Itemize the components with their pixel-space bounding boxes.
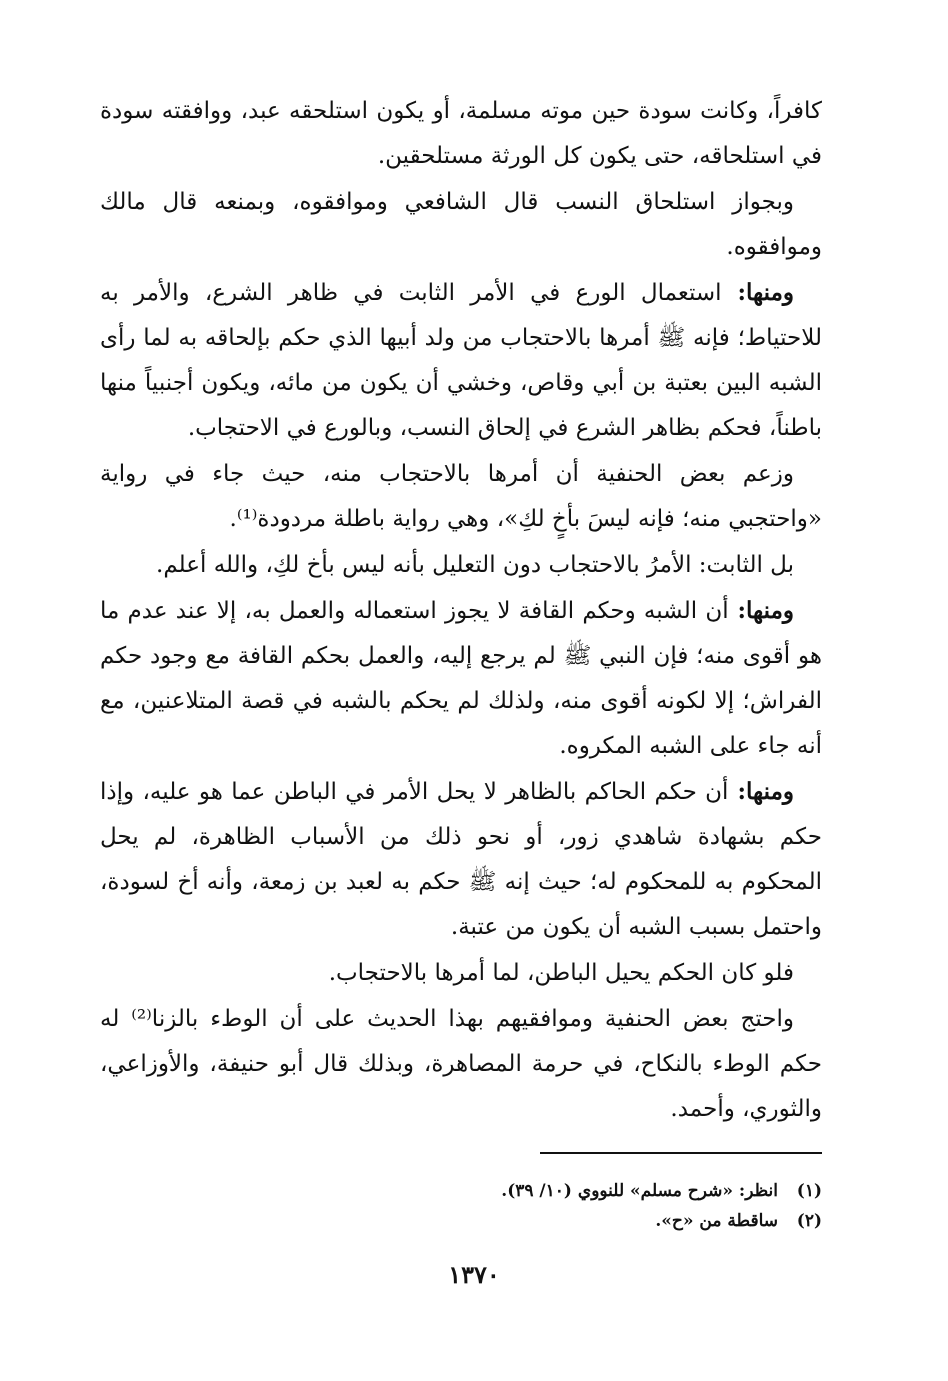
paragraph-9: واحتج بعض الحنفية وموافقيهم بهذا الحديث على أن الوطء بالزنا⁽²⁾ له حكم الوطء بالنكاح، في حرمة المصاهرة، وبذلك قال أبو حنيفة، والأوزاعي، والثوري، وأحمد.	[100, 1006, 822, 1122]
footnote-text: انظر: «شرح مسلم» للنووي (١٠/ ٣٩).	[501, 1181, 778, 1201]
paragraph-2: وبجواز استلحاق النسب قال الشافعي وموافقوه، وبمنعه قال مالك وموافقوه.	[100, 189, 822, 260]
footnotes	[300, 1176, 822, 1236]
page-body	[100, 88, 822, 1132]
footnote-number: (١)	[796, 1181, 822, 1201]
footnote-text: ساقطة من «ح».	[655, 1211, 778, 1231]
paragraph-3: ومنها: استعمال الورع في الأمر الثابت في ظاهر الشرع، والأمر به للاحتياط؛ فإنه ﷺ أمرها بالاحتجاب من ولد أبيها الذي حكم بإلحاقه به لما رأى الشبه البين بعتبة بن أبي وقاص، وخشي أن يكون من مائه، ويكون أجنبياً منها باطناً، فحكم بظاهر الشرع في إلحاق النسب، وبالورع في الاحتجاب.	[100, 279, 822, 441]
footnote-item	[300, 1206, 822, 1236]
footnote-item	[300, 1176, 822, 1206]
paragraph-4: وزعم بعض الحنفية أن أمرها بالاحتجاب منه، حيث جاء في رواية «واحتجبي منه؛ فإنه ليسَ بأخٍ لكِ»، وهي رواية باطلة مردودة⁽¹⁾.	[100, 461, 822, 532]
page-number: ١٣٧٠	[448, 1260, 500, 1289]
paragraph-1: كافراً، وكانت سودة حين موته مسلمة، أو يكون استلحقه عبد، ووافقته سودة في استلحاقه، حتى يكون كل الورثة مستلحقين.	[100, 98, 822, 169]
footnote-divider	[540, 1152, 822, 1154]
paragraph-6: ومنها: أن الشبه وحكم القافة لا يجوز استعماله والعمل به، إلا عند عدم ما هو أقوى منه؛ فإن النبي ﷺ لم يرجع إليه، والعمل بحكم القافة مع وجود حكم الفراش؛ إلا لكونه أقوى منه، ولذلك لم يحكم بالشبه في قصة المتلاعنين، مع أنه جاء على الشبه المكروه.	[100, 597, 822, 759]
footnote-number: (٢)	[796, 1211, 822, 1231]
paragraph-7: ومنها: أن حكم الحاكم بالظاهر لا يحل الأمر في الباطن عما هو عليه، وإذا حكم بشهادة شاهدي زور، أو نحو ذلك من الأسباب الظاهرة، لم يحل المحكوم به للمحكوم له؛ حيث إنه ﷺ حكم به لعبد بن زمعة، وأنه أخ لسودة، واحتمل بسبب الشبه أن يكون من عتبة.	[100, 778, 822, 940]
paragraph-8: فلو كان الحكم يحيل الباطن، لما أمرها بالاحتجاب.	[328, 960, 794, 986]
paragraph-5: بل الثابت: الأمرُ بالاحتجاب دون التعليل بأنه ليس بأخ لكِ، والله أعلم.	[156, 552, 794, 578]
